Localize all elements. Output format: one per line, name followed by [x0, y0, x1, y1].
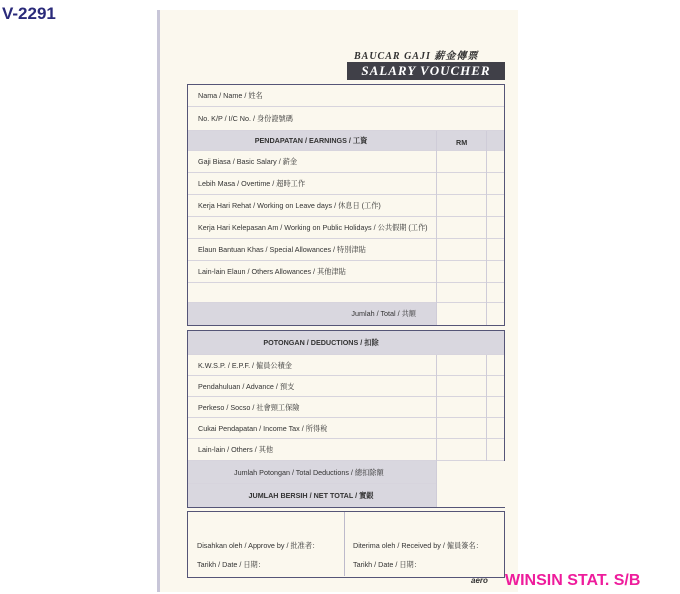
earnings-total-spacer: [436, 303, 504, 325]
cents-column-line: [486, 355, 487, 461]
ic-label: No. K/P / I/C No. / 身份證號碼: [198, 114, 293, 123]
ic-field[interactable]: [188, 107, 504, 131]
earnings-item-label: Elaun Bantuan Khas / Special Allowances / 特別津貼: [198, 245, 366, 254]
deductions-item-label: Lain-lain / Others / 其他: [198, 445, 274, 454]
sheet-edge: [157, 10, 160, 592]
deductions-row[interactable]: [188, 418, 504, 439]
deductions-row[interactable]: [188, 439, 504, 461]
brand-logo: aero: [471, 576, 488, 585]
currency-label: RM: [456, 138, 468, 147]
cents-column-line: [486, 131, 487, 325]
deductions-header-label: POTONGAN / DEDUCTIONS / 扣除: [263, 338, 379, 347]
earnings-item-label: Lebih Masa / Overtime / 超時工作: [198, 179, 306, 188]
deductions-item-label: Cukai Pendapatan / Income Tax / 所得稅: [198, 424, 328, 433]
net-total-label: JUMLAH BERSIH / NET TOTAL / 實銀: [248, 491, 374, 500]
earnings-item-label: Kerja Hari Rehat / Working on Leave days / 休息日 (工作): [198, 201, 381, 210]
deductions-total-amount[interactable]: [436, 461, 505, 507]
deductions-header: [188, 331, 504, 355]
deductions-item-label: Pendahuluan / Advance / 預支: [198, 382, 295, 391]
amount-column-line: [436, 355, 437, 507]
signature-divider: [344, 512, 345, 576]
deductions-item-label: Perkeso / Socso / 社會頸工保險: [198, 403, 300, 412]
name-label: Nama / Name / 姓名: [198, 91, 263, 100]
earnings-row[interactable]: [188, 217, 504, 239]
voucher-subtitle: BAUCAR GAJI 薪金傳票: [354, 51, 479, 62]
earnings-header-label: PENDAPATAN / EARNINGS / 工資: [254, 136, 368, 145]
deductions-box: [187, 330, 505, 508]
received-by-field[interactable]: Diterima oleh / Received by / 僱員簽名：: [353, 541, 483, 550]
deductions-row[interactable]: [188, 355, 504, 376]
approve-by-field[interactable]: Disahkan oleh / Approve by / 批准者：: [197, 541, 320, 550]
earnings-row[interactable]: [188, 239, 504, 261]
earnings-item-label: Kerja Hari Kelepasan Am / Working on Public Holidays / 公共假期 (工作): [198, 223, 428, 232]
earnings-row[interactable]: [188, 195, 504, 217]
date-right-field[interactable]: Tarikh / Date / 日期：: [353, 560, 421, 569]
earnings-item-label: Gaji Biasa / Basic Salary / 薪金: [198, 157, 298, 166]
earnings-total-label: Jumlah / Total / 共額: [351, 309, 416, 318]
earnings-item-label: Lain-lain Elaun / Others Allowances / 其他津貼: [198, 267, 346, 276]
earnings-row[interactable]: [188, 173, 504, 195]
amount-column-line: [436, 131, 437, 325]
earnings-blank-row[interactable]: [188, 283, 504, 303]
name-field[interactable]: [188, 85, 504, 107]
voucher-title: SALARY VOUCHER: [347, 62, 505, 80]
earnings-row[interactable]: [188, 151, 504, 173]
earnings-row[interactable]: [188, 261, 504, 283]
deductions-row[interactable]: [188, 397, 504, 418]
product-code: V-2291: [2, 4, 56, 23]
company-name: WINSIN STAT. S/B: [505, 572, 641, 589]
date-left-field[interactable]: Tarikh / Date / 日期：: [197, 560, 265, 569]
deductions-item-label: K.W.S.P. / E.P.F. / 僱員公積金: [198, 361, 292, 370]
signature-box: [187, 511, 505, 578]
earnings-box: [187, 84, 505, 326]
deductions-row[interactable]: [188, 376, 504, 397]
deductions-total-label: Jumlah Potongan / Total Deductions / 總扣除額: [234, 468, 384, 477]
